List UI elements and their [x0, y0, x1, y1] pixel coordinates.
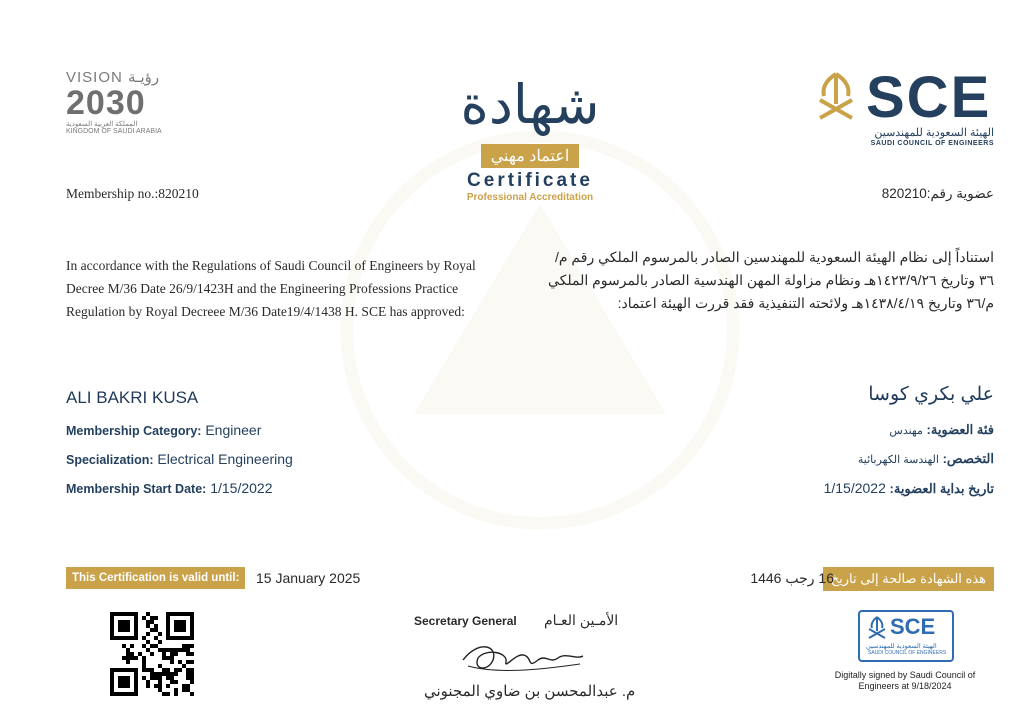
category-label-ar: فئة العضوية:: [926, 422, 994, 437]
secretary-title-ar: الأمـين العـام: [544, 612, 619, 628]
specialization-value-en: Electrical Engineering: [157, 451, 293, 467]
sce-name-ar: الهيئة السعودية للمهندسين: [874, 127, 994, 139]
start-date-value-en: 1/15/2022: [210, 480, 273, 496]
validity-date-ar: 16 رجب 1446: [750, 570, 834, 586]
membership-number-ar: عضوية رقم:820210: [881, 186, 994, 201]
start-date-label-en: Membership Start Date:: [66, 482, 207, 496]
specialization-label-ar: التخصص:: [942, 451, 994, 466]
sce-wordmark: SCE: [866, 65, 992, 130]
validity-date-en: 15 January 2025: [256, 570, 361, 586]
certificate-title-en: Certificate: [467, 170, 593, 191]
specialization-row-en: [66, 451, 293, 467]
category-row-en: [66, 422, 261, 438]
vision-title-ar: رؤيـة: [128, 69, 160, 86]
specialization-label-en: Specialization:: [66, 453, 154, 467]
start-date-row-en: [66, 480, 273, 496]
member-name-en: ALI BAKRI KUSA: [66, 388, 199, 407]
category-label-en: Membership Category:: [66, 424, 202, 438]
vision-subtitle-en: KINGDOM OF SAUDI ARABIA: [66, 128, 162, 135]
regulation-paragraph-en: In accordance with the Regulations of Saudi Council of Engineers by Royal Decree M/36 Date 26/9/1423H and the Engineering Professions Practice Regulation by Royal Decreee M/36 Date19/4/1438 H. SCE has approved:: [66, 258, 476, 319]
stamp-name-ar: الهيئة السعودية للمهندسين: [866, 643, 937, 650]
stamp-name-en: SAUDI COUNCIL OF ENGINEERS: [868, 650, 947, 656]
certificate-subtitle: Professional Accreditation: [466, 192, 594, 203]
vision-2030-logo: [66, 68, 176, 148]
category-row-ar: [889, 422, 994, 438]
start-date-row-ar: [824, 480, 994, 497]
certificate-title-block: [440, 70, 620, 203]
digital-signature-note: Digitally signed by Saudi Council of Engineers at 9/18/2024: [834, 670, 976, 691]
start-date-label-ar: تاريخ بداية العضوية:: [889, 481, 994, 496]
secretary-name-ar: م. عبدالمحسن بن ضاوي المجنوني: [424, 683, 636, 700]
membership-number-en: Membership no.:820210: [66, 186, 199, 201]
start-date-value-ar: 1/15/2022: [823, 480, 886, 496]
member-name-ar: علي بكري كوسا: [868, 384, 994, 405]
handwritten-signature: [458, 630, 588, 680]
validity-label-ar: هذه الشهادة صالحة إلى تاريخ: [823, 567, 994, 591]
stamp-wordmark: SCE: [890, 614, 936, 639]
category-value-ar: مهندس: [889, 425, 923, 437]
vision-year: 2030: [66, 84, 146, 122]
palm-swords-icon: [812, 70, 860, 126]
secretary-title-en: Secretary General: [414, 614, 517, 628]
vision-subtitle-ar: المملكة العربية السعودية: [66, 121, 138, 128]
regulation-paragraph-ar: استناداً إلى نظام الهيئة السعودية للمهندسين الصادر بالمرسوم الملكي رقم م/٣٦ وتاريخ ١٤٢٣/٩/٢٦هـ ونظام مزاولة المهن الهندسية الصادر بالمرسوم الملكي م/٣٦ وتاريخ ١٤٣٨/٤/١٩هـ ولائحته التنفيذية فقد قررت الهيئة اعتماد:: [547, 249, 994, 311]
sce-logo: [810, 66, 1000, 150]
vision-title: VISION: [66, 69, 123, 86]
category-value-en: Engineer: [205, 422, 262, 438]
validity-label-en: This Certification is valid until:: [66, 567, 245, 589]
stamp-palm-icon: [866, 615, 888, 641]
qr-code[interactable]: [110, 612, 194, 696]
accreditation-ribbon-ar: اعتماد مهني: [481, 144, 580, 168]
specialization-value-ar: الهندسة الكهربائية: [857, 454, 939, 466]
certificate-title-ar: شهادة: [460, 73, 600, 136]
specialization-row-ar: [858, 451, 994, 467]
sce-stamp: [858, 610, 954, 662]
sce-name-en: SAUDI COUNCIL OF ENGINEERS: [870, 140, 994, 147]
